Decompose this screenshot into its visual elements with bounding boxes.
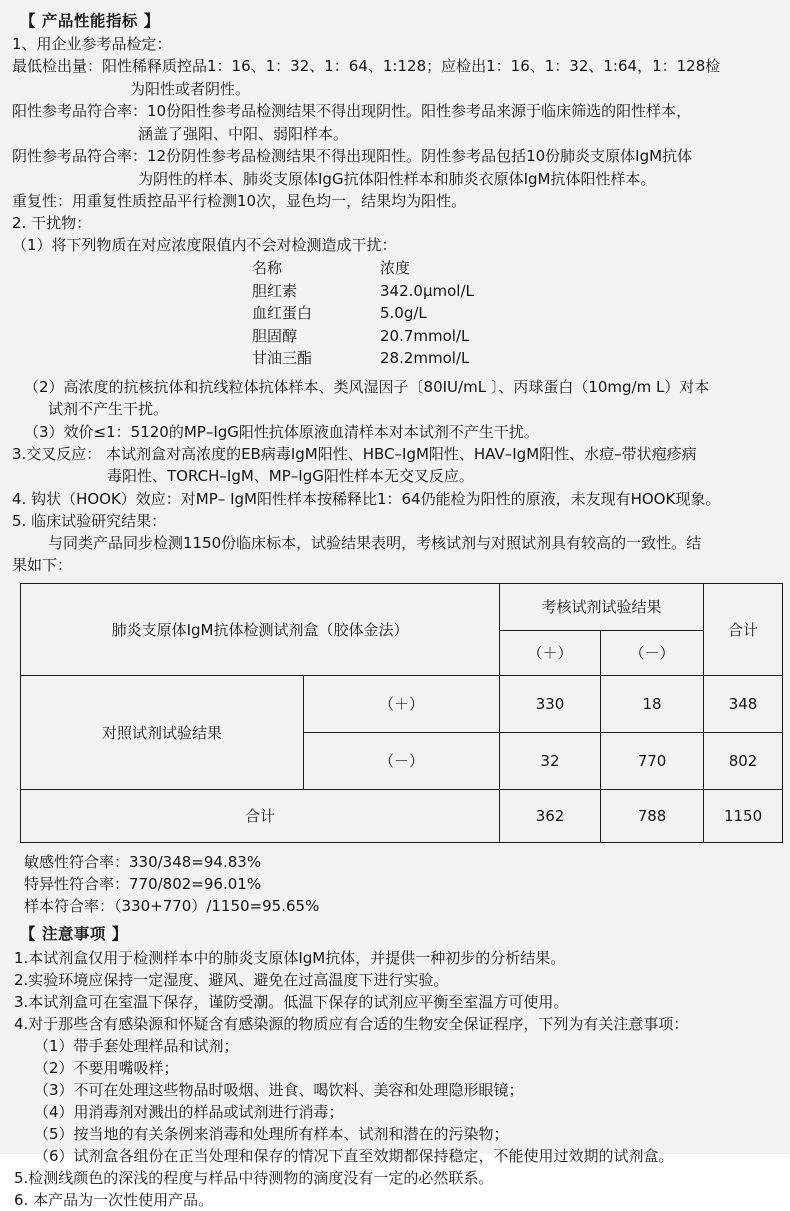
interference-name: 甘油三酯 <box>252 349 313 367</box>
precaution-item: 6. 本产品为一次性使用产品。 <box>14 1190 214 1209</box>
clinical-results-table <box>20 583 783 843</box>
negative-reference-line-1: 阴性参考品符合率：12份阴性参考品检测结果不得出现阳性。阴性参考品包括10份肺炎支原体IgM抗体 <box>12 147 693 165</box>
interference-name: 胆红素 <box>252 281 298 300</box>
exam-reagent-header: 考核试剂试验结果 <box>500 583 704 630</box>
sum-total: 1150 <box>704 789 783 842</box>
precaution-subitem: （2）不要用嘴吸样； <box>34 1058 179 1077</box>
cell-pos-neg: 18 <box>601 675 704 732</box>
interference-concentration: 5.0g/L <box>380 304 427 322</box>
clinical-trial-intro <box>12 532 778 577</box>
clinical-intro-line-1: 与同类产品同步检测1150份临床标本，试验结果表明，考核试剂与对照试剂具有较高的一致性。结 <box>48 533 702 552</box>
table-sum-row <box>21 789 783 842</box>
interference-row <box>12 347 778 370</box>
clinical-intro-line-2: 果如下： <box>12 556 73 574</box>
precaution-subitem: （5）按当地的有关条例来消毒和处理所有样本、试剂和潜在的污染物； <box>34 1124 509 1143</box>
interference-row <box>12 280 778 303</box>
sensitivity-line: 敏感性符合率：330/348=94.83% <box>24 852 262 871</box>
interference-item-2-line-2: 试剂不产生干扰。 <box>48 400 169 418</box>
sum-neg: 788 <box>601 789 704 842</box>
interference-header-row <box>12 257 778 280</box>
interference-item-2 <box>12 376 778 421</box>
precautions-list <box>12 947 778 1211</box>
positive-reference-line-1: 阳性参考品符合率：10份阳性参考品检测结果不得出现阴性。阳性参考品来源于临床筛选的阳性样本， <box>12 102 692 120</box>
precaution-item: 2.实验环境应保持一定湿度、避风、避免在过高温度下进行实验。 <box>14 970 449 989</box>
section-heading-performance: 【 产品性能指标 】 <box>20 12 160 30</box>
precaution-subitem: （1）带手套处理样品和试剂； <box>34 1036 239 1055</box>
precaution-item: 4.对于那些含有感染源和怀疑含有感染源的物质应有合适的生物安全保证程序，下列为有关注意事项： <box>14 1014 689 1033</box>
performance-item-1-title: 1、用企业参考品检定： <box>12 35 172 53</box>
cell-neg-pos: 32 <box>500 732 601 789</box>
hook-effect-line: 4. 钩状（HOOK）效应：对MP– IgM阳性样本按稀释比1：64仍能检为阳性的原液，未友现有HOOK现象。 <box>12 489 721 508</box>
total-column-header: 合计 <box>704 583 783 675</box>
positive-reference-paragraph <box>12 100 778 145</box>
cross-reaction-paragraph <box>12 443 778 488</box>
positive-reference-line-2: 涵盖了强阳、中阳、弱阳样本。 <box>138 124 349 143</box>
cell-pos-total: 348 <box>704 675 783 732</box>
interference-name: 血红蛋白 <box>252 304 313 322</box>
sum-row-label: 合计 <box>21 789 500 842</box>
precaution-subitem: （4）用消毒剂对溅出的样品或试剂进行消毒； <box>34 1102 344 1121</box>
performance-item-2-title: 2. 干扰物： <box>12 214 92 232</box>
min-detection-line-2: 为阳性或者阴性。 <box>130 79 251 98</box>
interference-item-3: （3）效价≤1：5120的MP–IgG阳性抗体原液血清样本对本试剂不产生干扰。 <box>24 422 539 441</box>
agreement-line: 样本符合率：（330+770）/1150=95.65% <box>24 896 320 915</box>
exam-negative-header: （－） <box>601 630 704 675</box>
cell-pos-pos: 330 <box>500 675 601 732</box>
kit-name-cell: 肺炎支原体IgM抗体检测试剂盒（胶体金法） <box>21 583 500 675</box>
precaution-item: 5.检测线颜色的深浅的程度与样品中待测物的滴度没有一定的必然联系。 <box>14 1168 494 1187</box>
specificity-line: 特异性符合率：770/802=96.01% <box>24 874 262 893</box>
cross-reaction-line-2: 毒阳性、TORCH–IgM、MP–IgG阳性样本无交叉反应。 <box>107 467 474 485</box>
min-detection-paragraph <box>12 55 778 100</box>
negative-reference-line-2: 为阴性的样本、肺炎支原体IgG抗体阳性样本和肺炎衣原体IgM抗体阳性样本。 <box>138 169 656 188</box>
exam-positive-header: （＋） <box>500 630 601 675</box>
interference-header-name: 名称 <box>252 259 283 277</box>
table-header-row-1 <box>21 583 783 630</box>
section-heading-precautions: 【 注意事项 】 <box>20 924 128 943</box>
row-label-positive: （＋） <box>304 675 500 732</box>
cell-neg-total: 802 <box>704 732 783 789</box>
repeatability-line: 重复性：用重复性质控品平行检测10次，显色均一，结果均为阳性。 <box>12 192 467 210</box>
table-row <box>21 675 783 732</box>
interference-row <box>12 325 778 348</box>
interference-header-concentration: 浓度 <box>380 259 411 277</box>
interference-concentration: 342.0μmol/L <box>380 281 474 300</box>
sum-pos: 362 <box>500 789 601 842</box>
precaution-subitem: （3）不可在处理这些物品时吸烟、进食、喝饮料、美容和处理隐形眼镜； <box>34 1080 524 1099</box>
control-reagent-label: 对照试剂试验结果 <box>21 675 304 789</box>
interference-substance-table <box>12 257 778 370</box>
precaution-subitem: （6）试剂盒各组份在正当处理和保存的情况下直至效期都保持稳定，不能使用过效期的试剂盒。 <box>34 1146 674 1165</box>
row-label-negative: （－） <box>304 732 500 789</box>
cross-reaction-line-1: 3.交叉反应： 本试剂盒对高浓度的EB病毒IgM阳性、HBC–IgM阳性、HAV–IgM阳性、水痘–带状疱疹病 <box>12 444 697 463</box>
interference-item-2-line-1: （2）高浓度的抗核抗体和抗线粒体抗体样本、类风湿因子〔80IU/mL 〕、丙球蛋白（10mg/m L）对本 <box>24 377 710 396</box>
cell-neg-neg: 770 <box>601 732 704 789</box>
clinical-trial-title: 5. 临床试验研究结果： <box>12 511 167 530</box>
precaution-item: 3.本试剂盒可在室温下保存，谨防受潮。低温下保存的试剂应平衡至室温方可使用。 <box>14 992 569 1011</box>
precaution-item: 1.本试剂盒仅用于检测样本中的肺炎支原体IgM抗体，并提供一种初步的分析结果。 <box>14 948 566 967</box>
interference-row <box>12 302 778 325</box>
interference-intro: （1）将下列物质在对应浓度限值内不会对检测造成干扰： <box>12 236 397 254</box>
statistics-block <box>24 851 778 917</box>
interference-name: 胆固醇 <box>252 326 298 345</box>
min-detection-line-1: 最低检出量：阳性稀释质控品1：16、1：32、1：64、1:128；应检出1：16、1：32、1:64，1：128检 <box>12 57 721 75</box>
interference-concentration: 20.7mmol/L <box>380 326 470 345</box>
interference-concentration: 28.2mmol/L <box>380 349 470 367</box>
negative-reference-paragraph <box>12 145 778 190</box>
